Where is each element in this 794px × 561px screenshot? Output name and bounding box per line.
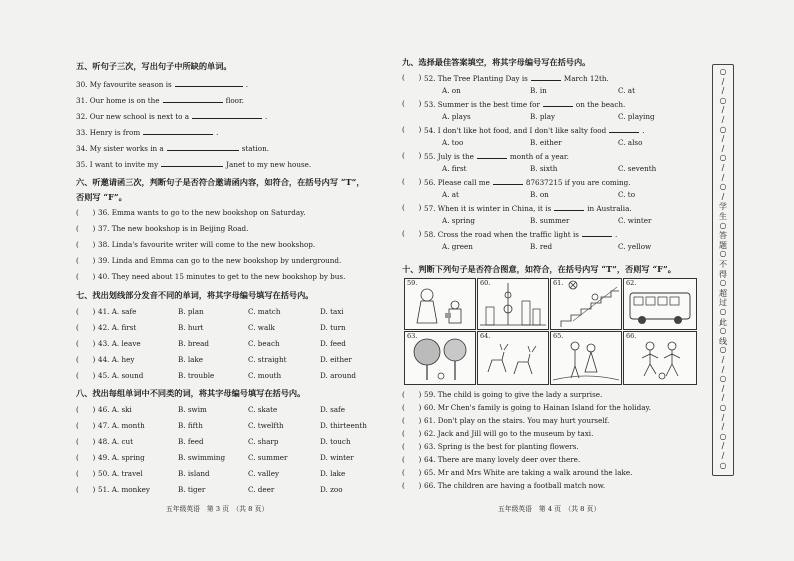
question-text: 33. Henry is from [76,128,141,137]
question-row [424,74,609,82]
option-b: B. feed [178,437,204,446]
answer-parens[interactable]: ( ) [76,371,96,380]
answer-parens[interactable]: ( ) [76,224,96,233]
option-c: C. valley [248,469,280,478]
margin-mark: ○ [719,326,727,336]
margin-mark: 题 [719,240,727,250]
answer-parens[interactable]: ( ) [76,208,96,217]
fill-in-row [76,128,218,136]
option-c: C. summer [248,453,288,462]
margin-mark: / [721,105,725,115]
margin-mark: / [721,422,725,432]
question-text: 57. When it is winter in China, it is [424,204,552,213]
option-b: B. on [530,190,549,199]
option-a: 50. A. travel [98,469,143,478]
margin-mark: ○ [719,374,727,384]
picture-66 [623,331,697,385]
section-8-title: 八、找出每组单词中不同类的词，将其字母编号填写在括号内。 [76,388,306,398]
option-d: D. around [320,371,356,380]
answer-parens[interactable]: ( ) [76,485,96,494]
question-tail: . [245,80,248,89]
option-b: B. lake [178,355,204,364]
question-text: 34. My sister works in a [76,144,164,153]
question-text: 30. My favourite season is [76,80,172,89]
margin-mark: 线 [719,336,727,346]
picture-65 [550,331,622,385]
answer-blank[interactable] [192,112,262,119]
margin-mark: ○ [719,431,727,441]
option-c: C. walk [248,323,275,332]
answer-parens[interactable]: ( ) [402,481,422,490]
fill-in-row [76,112,267,120]
question-tail: . [265,112,268,121]
statement-text: 62. Jack and Jill will go to the museum by taxi. [424,429,594,438]
option-b: B. fifth [178,421,203,430]
picture-63-label: 63. [407,332,418,340]
margin-mark: ○ [719,95,727,105]
question-tail: in Australia. [587,204,632,213]
question-text: 35. I want to invite my [76,160,159,169]
question-tail: March 12th. [563,74,609,83]
margin-mark: / [721,364,725,374]
option-b: B. swim [178,405,207,414]
answer-blank[interactable] [163,96,223,103]
margin-mark: / [721,76,725,86]
picture-66-label: 66. [626,332,637,340]
answer-parens[interactable]: ( ) [402,390,422,399]
margin-mark: ○ [719,460,727,470]
option-b: B. hurt [178,323,204,332]
option-b: B. summer [530,216,570,225]
statement-text: 65. Mr and Mrs White are taking a walk around the lake. [424,468,633,477]
answer-parens[interactable]: ( ) [402,151,422,160]
option-a: A. at [442,190,459,199]
section-10-title: 十、判断下列句子是否符合图意，如符合，在括号内写 “T”，否则写 “F”。 [402,264,676,274]
answer-parens[interactable]: ( ) [76,453,96,462]
question-row [424,126,645,134]
margin-mark: 得 [719,269,727,279]
margin-mark: / [721,441,725,451]
page-footer-left: 五年级英语 第 3 页 （共 8 页） [166,505,269,513]
picture-62 [623,278,697,330]
option-b: B. tiger [178,485,206,494]
picture-59 [404,278,476,330]
option-d: D. taxi [320,307,344,316]
fill-in-row [76,144,269,152]
option-c: C. deer [248,485,275,494]
answer-parens[interactable]: ( ) [76,272,96,281]
answer-parens[interactable]: ( ) [76,437,96,446]
picture-64-label: 64. [480,332,491,340]
option-c: C. twelfth [248,421,284,430]
section-6-title-line2: 否则写 “F”。 [76,192,127,202]
margin-mark: 答 [719,231,727,241]
option-a: A. first [442,164,467,173]
option-a: A. on [442,86,461,95]
margin-mark: ○ [719,182,727,192]
answer-blank[interactable] [531,74,561,81]
answer-blank[interactable] [175,80,243,87]
statement-text: 59. The child is going to give the lady a surprise. [424,390,603,399]
margin-mark: 此 [719,317,727,327]
option-d: D. touch [320,437,351,446]
margin-mark: / [721,393,725,403]
option-b: B. in [530,86,547,95]
option-c: C. yellow [618,242,652,251]
question-text: 56. Please call me [424,178,490,187]
picture-64 [477,331,549,385]
answer-parens[interactable]: ( ) [402,403,422,412]
statement-text: 64. There are many lovely deer over there. [424,455,581,464]
question-tail: . [614,230,618,239]
answer-blank[interactable] [493,178,523,185]
statement-text: 36. Emma wants to go to the new bookshop on Saturday. [98,208,306,217]
option-d: D. lake [320,469,346,478]
statement-text: 40. They need about 15 minutes to get to the new bookshop by bus. [98,272,346,281]
margin-mark: 不 [719,260,727,269]
option-c: C. playing [618,112,655,121]
option-a: 47. A. month [98,421,145,430]
option-c: C. also [618,138,643,147]
question-tail: Janet to my new house. [226,160,312,169]
statement-text: 60. Mr Chen's family is going to Hainan Island for the holiday. [424,403,651,412]
picture-60-label: 60. [480,279,491,287]
option-a: 45. A. sound [98,371,144,380]
answer-parens[interactable]: ( ) [76,256,96,265]
answer-blank[interactable] [582,230,612,237]
answer-parens[interactable]: ( ) [402,429,422,438]
answer-blank[interactable] [143,128,213,135]
statement-text: 66. The children are having a football match now. [424,481,606,490]
option-a: 49. A. spring [98,453,145,462]
margin-mark: / [721,143,725,153]
option-a: A. too [442,138,464,147]
statement-text: 61. Don't play on the stairs. You may hurt yourself. [424,416,610,425]
option-a: A. plays [442,112,471,121]
answer-parens[interactable]: ( ) [402,203,422,212]
section-9-title: 九、选择最佳答案填空，将其字母编号写在括号内。 [402,57,591,67]
margin-mark: 过 [719,298,727,308]
answer-parens[interactable]: ( ) [76,307,96,316]
margin-mark: / [721,451,725,460]
margin-mark: ○ [719,345,727,355]
question-text: 58. Cross the road when the traffic light is [424,230,579,239]
margin-mark: / [721,163,725,172]
answer-blank[interactable] [554,204,584,211]
margin-mark: ○ [719,67,727,76]
binding-margin-strip [712,64,734,476]
answer-blank[interactable] [167,144,239,151]
statement-text: 39. Linda and Emma can go to the new bookshop by underground. [98,256,342,265]
option-b: B. swimming [178,453,226,462]
picture-59-label: 59. [407,279,418,287]
option-c: C. at [618,86,635,95]
question-row [424,204,632,212]
question-tail: month of a year. [509,152,569,161]
picture-63 [404,331,476,385]
margin-mark: 生 [719,212,727,221]
margin-mark: / [721,412,725,422]
option-c: C. skate [248,405,278,414]
margin-mark: ○ [719,403,727,412]
option-b: B. either [530,138,562,147]
option-b: B. plan [178,307,204,316]
answer-parens[interactable]: ( ) [76,355,96,364]
picture-62-label: 62. [626,279,637,287]
answer-parens[interactable]: ( ) [402,99,422,108]
section-5-title: 五、听句子三次，写出句子中所缺的单词。 [76,61,232,71]
margin-mark: / [721,115,725,124]
margin-mark: / [721,172,725,182]
option-d: D. zoo [320,485,343,494]
option-b: B. trouble [178,371,215,380]
question-text: 52. The Tree Planting Day is [424,74,528,83]
option-b: B. island [178,469,210,478]
option-c: C. straight [248,355,287,364]
answer-blank[interactable] [609,126,639,133]
section-7-title: 七、找出划线部分发音不同的单词，将其字母编号填写在括号内。 [76,290,314,300]
option-a: 46. A. ski [98,405,132,414]
answer-parens[interactable]: ( ) [76,339,96,348]
margin-mark: / [721,191,725,201]
margin-mark: ○ [719,307,727,316]
picture-61-label: 61. [553,279,564,287]
option-d: D. winter [320,453,354,462]
margin-mark: ○ [719,249,727,259]
question-text: 53. Summer is the best time for [424,100,540,109]
option-c: C. seventh [618,164,657,173]
question-tail: floor. [225,96,244,105]
answer-parens[interactable]: ( ) [402,229,422,238]
picture-60 [477,278,549,330]
answer-parens[interactable]: ( ) [402,442,422,451]
answer-parens[interactable]: ( ) [402,125,422,134]
option-d: D. safe [320,405,345,414]
answer-parens[interactable]: ( ) [76,405,96,414]
question-row [424,100,625,108]
option-d: D. feed [320,339,346,348]
question-tail: . [642,126,645,135]
page-footer-right: 五年级英语 第 4 页 （共 8 页） [498,505,601,513]
margin-mark: ○ [719,124,727,134]
margin-mark: ○ [719,153,727,163]
option-c: C. to [618,190,636,199]
picture-61 [550,278,622,330]
option-b: B. bread [178,339,210,348]
answer-parens[interactable]: ( ) [76,323,96,332]
margin-mark: ○ [719,278,727,288]
fill-in-row [76,160,311,168]
option-a: 41. A. safe [98,307,137,316]
margin-mark: 超 [719,288,727,298]
answer-parens[interactable]: ( ) [402,177,422,186]
answer-blank[interactable] [543,100,573,107]
question-row [424,178,631,186]
answer-parens[interactable]: ( ) [76,421,96,430]
fill-in-row [76,80,248,88]
answer-blank[interactable] [161,160,223,167]
picture-65-label: 65. [553,332,564,340]
question-tail: 87637215 if you are coming. [525,178,631,187]
margin-mark: / [721,383,725,393]
answer-parens[interactable]: ( ) [402,455,422,464]
statement-text: 63. Spring is the best for planting flowers. [424,442,579,451]
question-text: 32. Our new school is next to a [76,112,190,121]
option-c: C. sharp [248,437,279,446]
answer-parens[interactable]: ( ) [402,468,422,477]
option-d: D. either [320,355,352,364]
option-b: B. red [530,242,553,251]
question-text: 54. I don't like hot food, and I don't like salty food [424,126,607,135]
question-text: 55. July is the [424,152,474,161]
answer-parens[interactable]: ( ) [402,73,422,82]
answer-parens[interactable]: ( ) [76,469,96,478]
question-row [424,152,569,160]
margin-mark: / [721,355,725,364]
option-c: C. mouth [248,371,282,380]
option-c: C. winter [618,216,652,225]
option-a: 42. A. first [98,323,137,332]
question-text: 31. Our home is on the [76,96,160,105]
margin-mark: 学 [719,202,727,212]
option-a: 44. A. hey [98,355,135,364]
question-tail: . [216,128,219,137]
option-a: 43. A. leave [98,339,141,348]
margin-mark: / [721,134,725,144]
statement-text: 38. Linda's favourite writer will come to the new bookshop. [98,240,316,249]
option-d: D. thirteenth [320,421,367,430]
option-a: A. green [442,242,473,251]
option-b: B. sixth [530,164,558,173]
question-tail: on the beach. [575,100,626,109]
section-6-title-line1: 六、听邀请函三次，判断句子是否符合邀请函内容，如符合，在括号内写 “T”， [76,177,365,187]
option-a: 48. A. cut [98,437,134,446]
option-c: C. beach [248,339,280,348]
option-a: A. spring [442,216,476,225]
option-b: B. play [530,112,556,121]
answer-blank[interactable] [477,152,507,159]
margin-mark: / [721,86,725,96]
question-tail: station. [241,144,269,153]
statement-text: 37. The new bookshop is in Beijing Road. [98,224,249,233]
option-a: 51. A. monkey [98,485,150,494]
option-d: D. turn [320,323,346,332]
margin-mark: ○ [719,220,727,230]
answer-parens[interactable]: ( ) [402,416,422,425]
question-row [424,230,617,238]
option-c: C. match [248,307,281,316]
answer-parens[interactable]: ( ) [76,240,96,249]
fill-in-row [76,96,244,104]
